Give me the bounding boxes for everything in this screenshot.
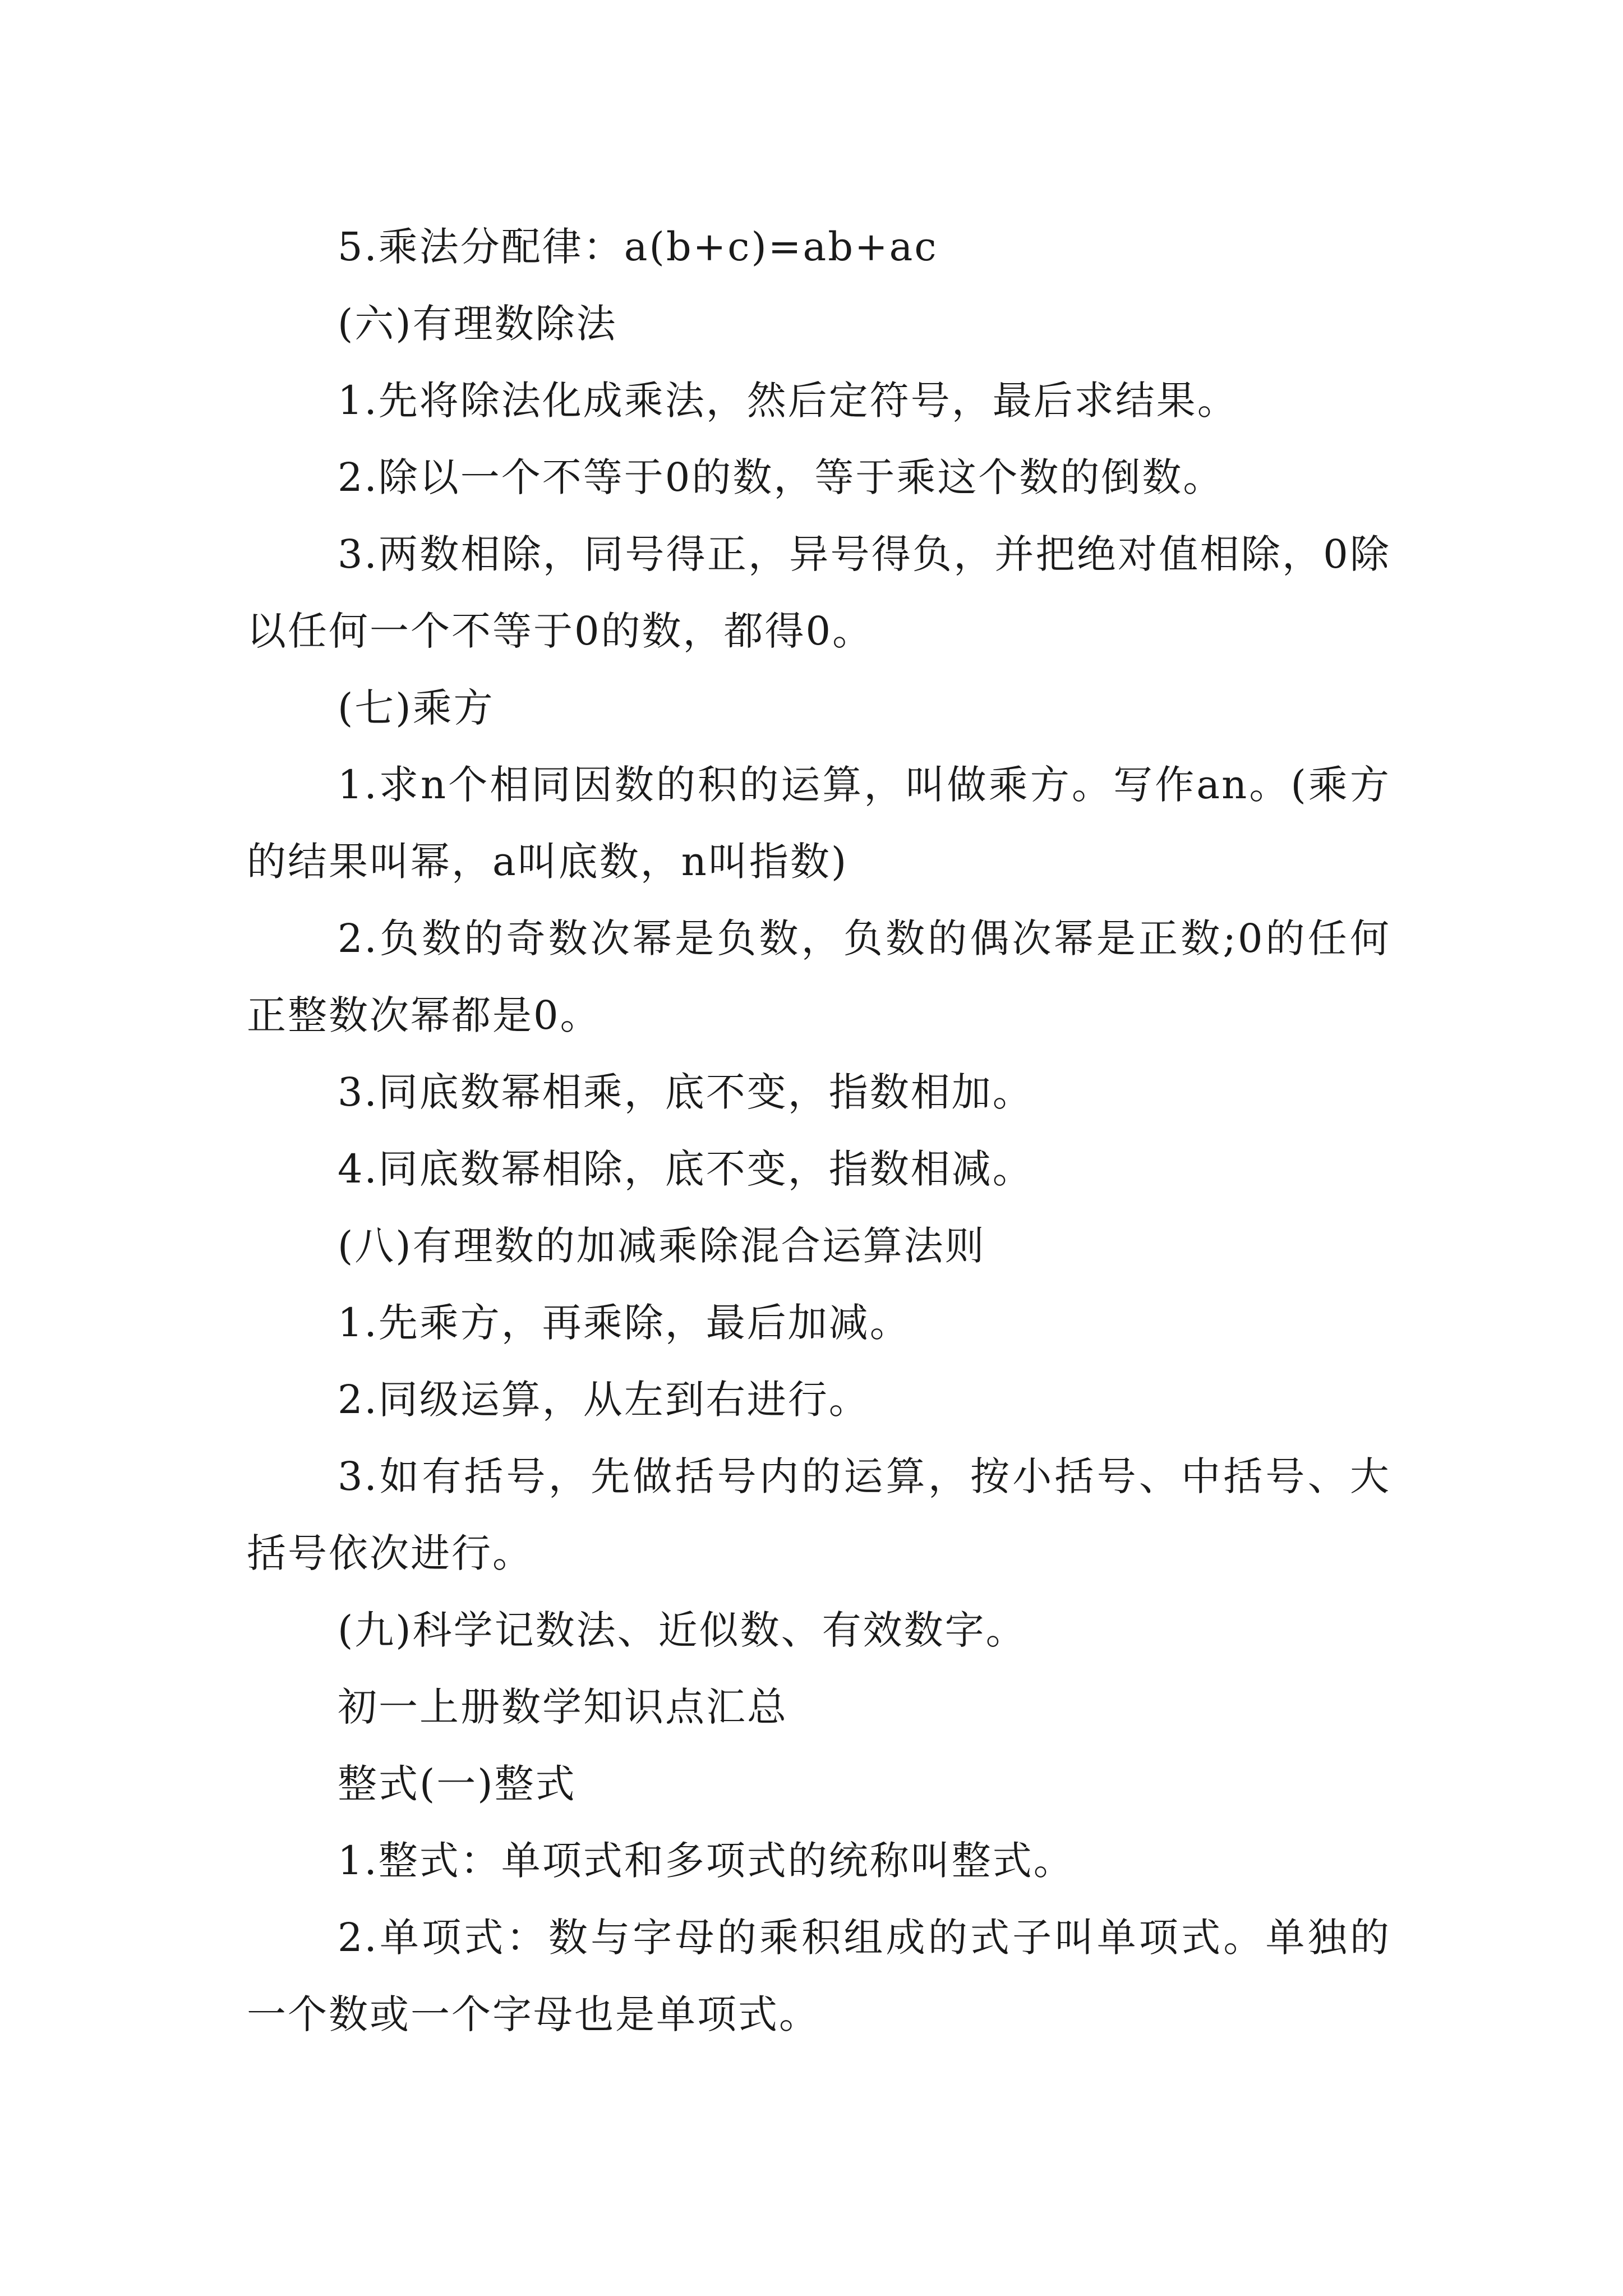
paragraph-power-rule-1: 1.求n个相同因数的积的运算，叫做乘方。写作an。(乘方的结果叫幂，a叫底数，n叫指数)	[247, 762, 1391, 885]
paragraph-power-rule-3: 3.同底数幂相乘，底不变，指数相加。	[338, 1069, 1034, 1115]
paragraph-mixed-rule-3: 3.如有括号，先做括号内的运算，按小括号、中括号、大括号依次进行。	[247, 1453, 1391, 1576]
document-body	[247, 209, 1391, 2053]
paragraph-polynomial-def-1: 1.整式：单项式和多项式的统称叫整式。	[338, 1838, 1075, 1884]
section-heading-division: (六)有理数除法	[338, 301, 617, 347]
paragraph-division-rule-2: 2.除以一个不等于0的数，等于乘这个数的倒数。	[338, 454, 1224, 500]
paragraph-mixed-rule-2: 2.同级运算，从左到右进行。	[338, 1377, 870, 1423]
paragraph-distributive-law: 5.乘法分配律：a(b+c)=ab+ac	[338, 224, 938, 270]
paragraph-mixed-rule-1: 1.先乘方，再乘除，最后加减。	[338, 1300, 911, 1346]
paragraph-polynomial-def-2: 2.单项式：数与字母的乘积组成的式子叫单项式。单独的一个数或一个字母也是单项式。	[247, 1915, 1391, 2037]
section-heading-mixed-operations: (八)有理数的加减乘除混合运算法则	[338, 1223, 986, 1269]
paragraph-division-rule-1: 1.先将除法化成乘法，然后定符号，最后求结果。	[338, 378, 1238, 424]
section-heading-power: (七)乘方	[338, 685, 495, 731]
section-heading-scientific-notation: (九)科学记数法、近似数、有效数字。	[338, 1607, 1027, 1653]
paragraph-division-rule-3: 3.两数相除，同号得正，异号得负，并把绝对值相除，0除以任何一个不等于0的数，都得0。	[247, 531, 1391, 654]
document-subtitle: 初一上册数学知识点汇总	[338, 1684, 788, 1730]
paragraph-power-rule-4: 4.同底数幂相除，底不变，指数相减。	[338, 1146, 1034, 1192]
paragraph-power-rule-2: 2.负数的奇数次幂是负数，负数的偶次幂是正数;0的任何正整数次幂都是0。	[247, 915, 1391, 1038]
section-heading-polynomial: 整式(一)整式	[338, 1761, 577, 1807]
